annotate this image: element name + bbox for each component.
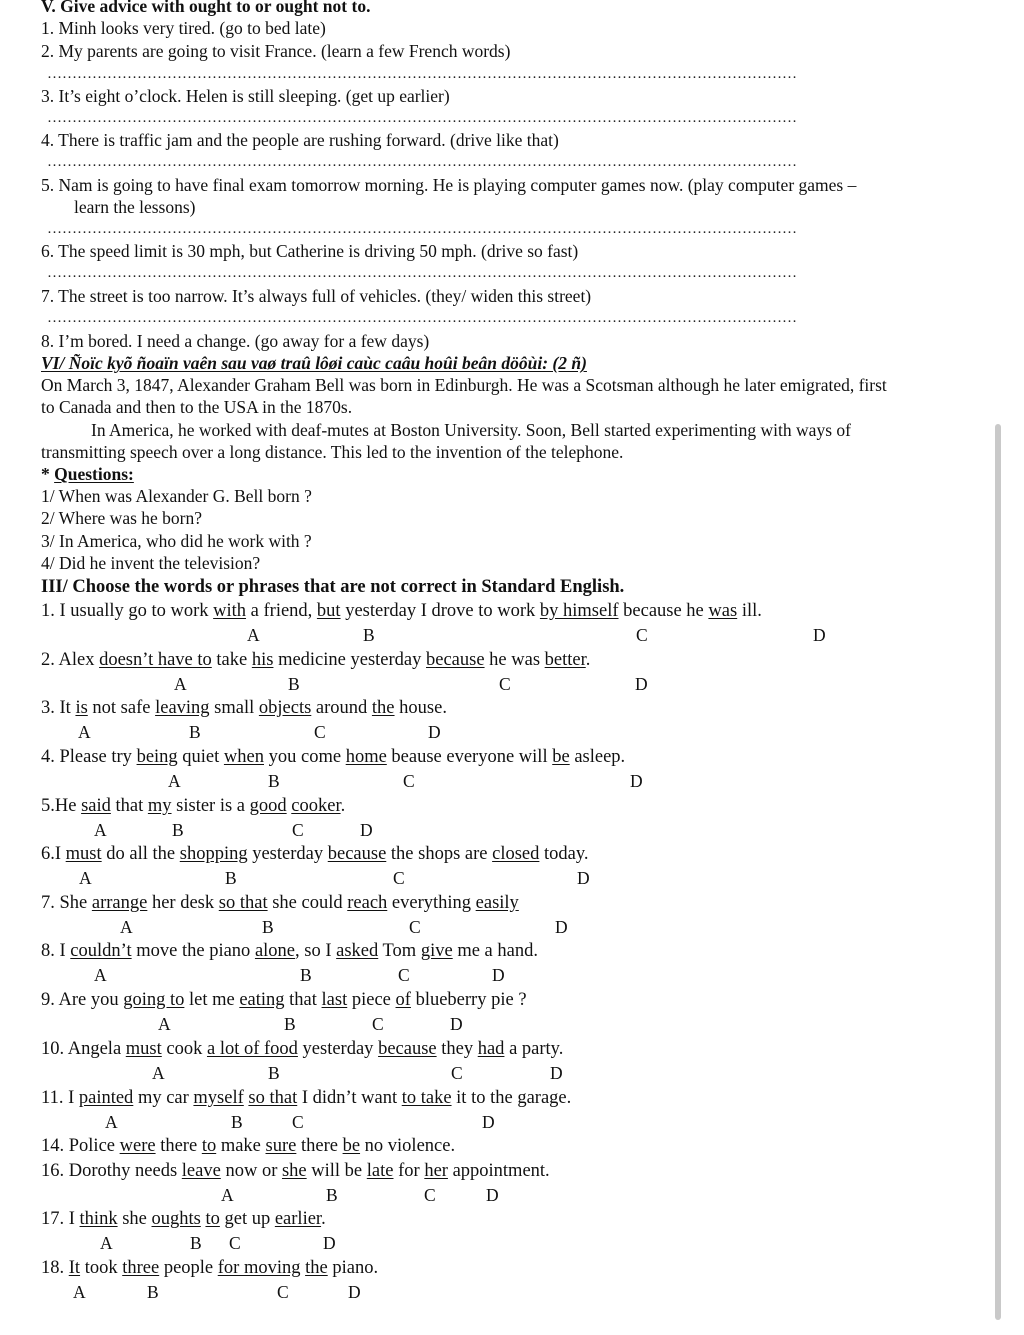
sentence-text: a party. [504, 1039, 564, 1059]
section-6-title: VI/ Ñoïc kyõ ñoaïn vaên sau vaø traû lôøi caùc caâu hoûi beân döôùi: (2 ñ) [41, 353, 587, 373]
answer-line: …………………………………………………………………………………………………………………………………… [47, 310, 797, 326]
sentence-text: 2. Alex [41, 650, 100, 670]
underlined-option: painted [78, 1088, 134, 1108]
sentence-18 [41, 1257, 378, 1279]
sentence-text: they [436, 1039, 478, 1059]
underlined-option: had [477, 1039, 505, 1059]
option-letter-a: A [100, 1233, 113, 1253]
option-letter-a: A [94, 820, 107, 840]
option-letter-c: C [372, 1014, 384, 1034]
underlined-option: asked [336, 941, 379, 961]
sentence-text: I didn’t want [297, 1088, 402, 1108]
sentence-text: because he [618, 601, 709, 621]
underlined-option: to [201, 1136, 217, 1156]
sentence-10 [41, 1038, 563, 1060]
option-letter-c: C [409, 917, 421, 937]
underlined-option: myself [193, 1088, 244, 1108]
item-1: 1. Minh looks very tired. (go to bed late) [41, 18, 326, 38]
option-letter-b: B [363, 625, 375, 645]
underlined-option: oughts [151, 1209, 201, 1229]
option-letter-a: A [73, 1282, 86, 1302]
sentence-text: . [321, 1209, 326, 1229]
sentence-text: medicine yesterday [273, 650, 426, 670]
sentence-text: he was [484, 650, 545, 670]
option-letter-c: C [393, 868, 405, 888]
underlined-option: three [122, 1258, 160, 1278]
sentence-text: ill. [737, 601, 762, 621]
sentence-text: . [585, 650, 591, 670]
sentence-text: that [110, 796, 148, 816]
sentence-text: 3. It [41, 698, 76, 718]
sentence-2 [41, 649, 590, 671]
sentence-text: cook [161, 1039, 207, 1059]
option-letter-a: A [94, 965, 107, 985]
underlined-option: good [249, 796, 287, 816]
sentence-8 [41, 940, 538, 962]
sentence-text: take [211, 650, 252, 670]
underlined-option: objects [258, 698, 312, 718]
sentence-text: blueberry pie ? [410, 990, 527, 1010]
sentence-text: piece [347, 990, 396, 1010]
sentence-text: let me [184, 990, 240, 1010]
sentence-text: Tom [378, 941, 421, 961]
underlined-option: alone [254, 941, 295, 961]
option-letter-b: B [284, 1014, 296, 1034]
option-letter-d: D [550, 1063, 563, 1083]
underlined-option: so that [218, 893, 268, 913]
sentence-text: there [155, 1136, 202, 1156]
underlined-option: because [426, 650, 485, 670]
sentence-7 [41, 892, 519, 914]
option-letter-b: B [268, 1063, 280, 1083]
option-letter-b: B [190, 1233, 202, 1253]
underlined-option: late [366, 1161, 394, 1181]
sentence-1 [41, 600, 762, 622]
underlined-option: closed [492, 844, 540, 864]
option-letter-a: A [221, 1185, 234, 1205]
paragraph-1-line-2: to Canada and then to the USA in the 1870s. [41, 397, 353, 417]
option-letter-b: B [288, 674, 300, 694]
option-letter-c: C [229, 1233, 241, 1253]
option-letter-b: B [262, 917, 274, 937]
underlined-option: were [119, 1136, 156, 1156]
sentence-text: asleep. [569, 747, 626, 767]
sentence-text: piano. [327, 1258, 379, 1278]
underlined-option: when [223, 747, 264, 767]
option-letter-d: D [577, 868, 590, 888]
sentence-text: now or [220, 1161, 282, 1181]
option-letter-c: C [451, 1063, 463, 1083]
sentence-text: she could [267, 893, 348, 913]
option-letter-b: B [172, 820, 184, 840]
sentence-text: , so I [295, 941, 337, 961]
option-letter-a: A [152, 1063, 165, 1083]
sentence-text: yesterday [247, 844, 328, 864]
underlined-option: leaving [155, 698, 210, 718]
option-letter-c: C [292, 820, 304, 840]
option-letter-b: B [189, 722, 201, 742]
option-letter-c: C [403, 771, 415, 791]
sentence-text: 8. I [41, 941, 71, 961]
underlined-option: shopping [179, 844, 248, 864]
sentence-text: move the piano [131, 941, 255, 961]
sentence-text: will be [306, 1161, 367, 1181]
sentence-text: beause everyone will [386, 747, 553, 767]
sentence-text: today. [539, 844, 589, 864]
option-letter-b: B [326, 1185, 338, 1205]
sentence-17 [41, 1208, 326, 1230]
sentence-text: that [284, 990, 322, 1010]
underlined-option: is [75, 698, 88, 718]
option-letter-d: D [348, 1282, 361, 1302]
underlined-option: last [321, 990, 348, 1010]
option-letter-d: D [482, 1112, 495, 1132]
option-letter-d: D [450, 1014, 463, 1034]
sentence-text: sister is a [171, 796, 250, 816]
section-5-title: V. Give advice with ought to or ought not to. [41, 0, 371, 16]
underlined-option: be [342, 1136, 361, 1156]
sentence-14 [41, 1135, 455, 1157]
sentence-text: 11. I [41, 1088, 79, 1108]
option-letter-a: A [78, 722, 91, 742]
option-letter-d: D [813, 625, 826, 645]
sentence-text: a friend, [246, 601, 317, 621]
item-2: 2. My parents are going to visit France. (learn a few French words) [41, 41, 511, 61]
underlined-option: the [371, 698, 395, 718]
underlined-option: sure [265, 1136, 297, 1156]
option-letter-a: A [174, 674, 187, 694]
sentence-text: around [311, 698, 372, 718]
sentence-text: 1. I usually go to work [41, 601, 214, 621]
sentence-16 [41, 1160, 550, 1182]
sentence-text: yesterday [297, 1039, 379, 1059]
option-letter-b: B [147, 1282, 159, 1302]
underlined-option: being [136, 747, 178, 767]
sentence-text: 6.I [41, 844, 66, 864]
sentence-text: took [80, 1258, 123, 1278]
underlined-option: to [205, 1209, 220, 1229]
asterisk: * [41, 464, 55, 484]
underlined-option: reach [347, 893, 388, 913]
sentence-6 [41, 843, 589, 865]
sentence-9 [41, 989, 527, 1011]
option-letter-c: C [636, 625, 648, 645]
questions-heading [41, 463, 134, 485]
underlined-option: of [395, 990, 411, 1010]
sentence-text: for [393, 1161, 425, 1181]
sentence-text: 17. I [41, 1209, 80, 1229]
underlined-option: but [316, 601, 341, 621]
option-letter-c: C [292, 1112, 304, 1132]
option-letter-b: B [268, 771, 280, 791]
sentence-4 [41, 746, 625, 768]
underlined-option: his [251, 650, 274, 670]
sentence-text: the shops are [386, 844, 493, 864]
underlined-option: to take [401, 1088, 452, 1108]
paragraph-2-line-1: In America, he worked with deaf-mutes at Boston University. Soon, Bell started experimenting with ways of [91, 420, 851, 440]
scrollbar[interactable] [995, 424, 1001, 1320]
answer-line: …………………………………………………………………………………………………………………………………… [47, 221, 797, 237]
item-7: 7. The street is too narrow. It’s always full of vehicles. (they/ widen this street) [41, 286, 592, 306]
sentence-text: people [159, 1258, 218, 1278]
sentence-text: there [296, 1136, 343, 1156]
underlined-option: earlier [274, 1209, 322, 1229]
option-letter-a: A [120, 917, 133, 937]
sentence-text: everything [387, 893, 476, 913]
sentence-5 [41, 795, 345, 817]
answer-line: …………………………………………………………………………………………………………………………………… [47, 265, 797, 281]
sentence-text: 14. Police [41, 1136, 120, 1156]
sentence-text: 10. Angela [41, 1039, 126, 1059]
underlined-option: by himself [539, 601, 619, 621]
sentence-text: house. [394, 698, 447, 718]
sentence-text: me a hand. [452, 941, 538, 961]
sentence-text: yesterday I drove to work [340, 601, 540, 621]
sentence-text: 18. [41, 1258, 69, 1278]
question-4: 4/ Did he invent the television? [41, 553, 261, 573]
sentence-text: quiet [177, 747, 224, 767]
underlined-option: my [147, 796, 172, 816]
underlined-option: for moving [217, 1258, 301, 1278]
sentence-text: her desk [147, 893, 219, 913]
answer-line: …………………………………………………………………………………………………………………………………… [47, 110, 797, 126]
option-letter-b: B [231, 1112, 243, 1132]
question-2: 2/ Where was he born? [41, 508, 203, 528]
option-letter-c: C [277, 1282, 289, 1302]
option-letter-d: D [630, 771, 643, 791]
option-letter-c: C [499, 674, 511, 694]
option-letter-a: A [247, 625, 260, 645]
sentence-text: 16. Dorothy needs [41, 1161, 182, 1181]
sentence-text: you come [264, 747, 346, 767]
underlined-option: better [544, 650, 586, 670]
question-1: 1/ When was Alexander G. Bell born ? [41, 486, 312, 506]
paragraph-1-line-1: On March 3, 1847, Alexander Graham Bell was born in Edinburgh. He was a Scotsman although he later emigrated, first [41, 375, 887, 395]
sentence-text: she [117, 1209, 152, 1229]
questions-title: Questions: [54, 464, 134, 484]
option-letter-a: A [79, 868, 92, 888]
sentence-text: my car [133, 1088, 194, 1108]
sentence-text: 4. Please try [41, 747, 137, 767]
underlined-option: couldn’t [70, 941, 132, 961]
underlined-option: be [552, 747, 570, 767]
option-letter-d: D [492, 965, 505, 985]
option-letter-a: A [105, 1112, 118, 1132]
item-8: 8. I’m bored. I need a change. (go away for a few days) [41, 331, 430, 351]
option-letter-a: A [168, 771, 181, 791]
option-letter-c: C [424, 1185, 436, 1205]
underlined-option: doesn’t have to [99, 650, 212, 670]
sentence-text: it to the garage. [451, 1088, 572, 1108]
underlined-option: give [420, 941, 453, 961]
option-letter-d: D [635, 674, 648, 694]
underlined-option: It [68, 1258, 81, 1278]
item-6: 6. The speed limit is 30 mph, but Catherine is driving 50 mph. (drive so fast) [41, 241, 579, 261]
paragraph-2-line-2: transmitting speech over a long distance. This led to the invention of the telephone. [41, 442, 624, 462]
underlined-option: the [305, 1258, 328, 1278]
sentence-3 [41, 697, 447, 719]
underlined-option: must [65, 844, 102, 864]
answer-line: …………………………………………………………………………………………………………………………………… [47, 66, 797, 82]
underlined-option: she [281, 1161, 307, 1181]
option-letter-b: B [225, 868, 237, 888]
underlined-option: so that [248, 1088, 298, 1108]
question-3: 3/ In America, who did he work with ? [41, 531, 312, 551]
sentence-text: get up [219, 1209, 275, 1229]
underlined-option: eating [239, 990, 285, 1010]
answer-line: …………………………………………………………………………………………………………………………………… [47, 154, 797, 170]
option-letter-d: D [555, 917, 568, 937]
sentence-text: 7. She [41, 893, 92, 913]
section-3-title: III/ Choose the words or phrases that are not correct in Standard English. [41, 577, 625, 597]
sentence-11 [41, 1087, 571, 1109]
underlined-option: home [345, 747, 387, 767]
underlined-option: going to [123, 990, 185, 1010]
sentence-text: do all the [101, 844, 180, 864]
underlined-option: because [378, 1039, 437, 1059]
underlined-option: a lot of food [206, 1039, 298, 1059]
underlined-option: must [125, 1039, 162, 1059]
underlined-option: arrange [91, 893, 148, 913]
underlined-option: with [213, 601, 247, 621]
sentence-text: appointment. [447, 1161, 550, 1181]
option-letter-d: D [486, 1185, 499, 1205]
underlined-option: said [81, 796, 111, 816]
sentence-text: not safe [87, 698, 156, 718]
underlined-option: easily [475, 893, 519, 913]
sentence-text: 5.He [41, 796, 82, 816]
underlined-option: think [79, 1209, 118, 1229]
option-letter-d: D [428, 722, 441, 742]
option-letter-d: D [323, 1233, 336, 1253]
sentence-text: . [340, 796, 346, 816]
item-3: 3. It’s eight o’clock. Helen is still sleeping. (get up earlier) [41, 86, 450, 106]
sentence-text: small [209, 698, 259, 718]
option-letter-c: C [398, 965, 410, 985]
underlined-option: leave [181, 1161, 221, 1181]
item-5: 5. Nam is going to have final exam tomorrow morning. He is playing computer games now. (play computer games – [41, 175, 857, 195]
option-letter-b: B [300, 965, 312, 985]
option-letter-c: C [314, 722, 326, 742]
option-letter-d: D [360, 820, 373, 840]
item-5-continued: learn the lessons) [74, 197, 196, 217]
sentence-text: no violence. [360, 1136, 456, 1156]
underlined-option: her [424, 1161, 448, 1181]
sentence-text: 9. Are you [41, 990, 124, 1010]
item-4: 4. There is traffic jam and the people are rushing forward. (drive like that) [41, 130, 559, 150]
sentence-text: make [216, 1136, 266, 1156]
underlined-option: was [708, 601, 738, 621]
option-letter-a: A [158, 1014, 171, 1034]
underlined-option: cooker [291, 796, 341, 816]
underlined-option: because [327, 844, 387, 864]
